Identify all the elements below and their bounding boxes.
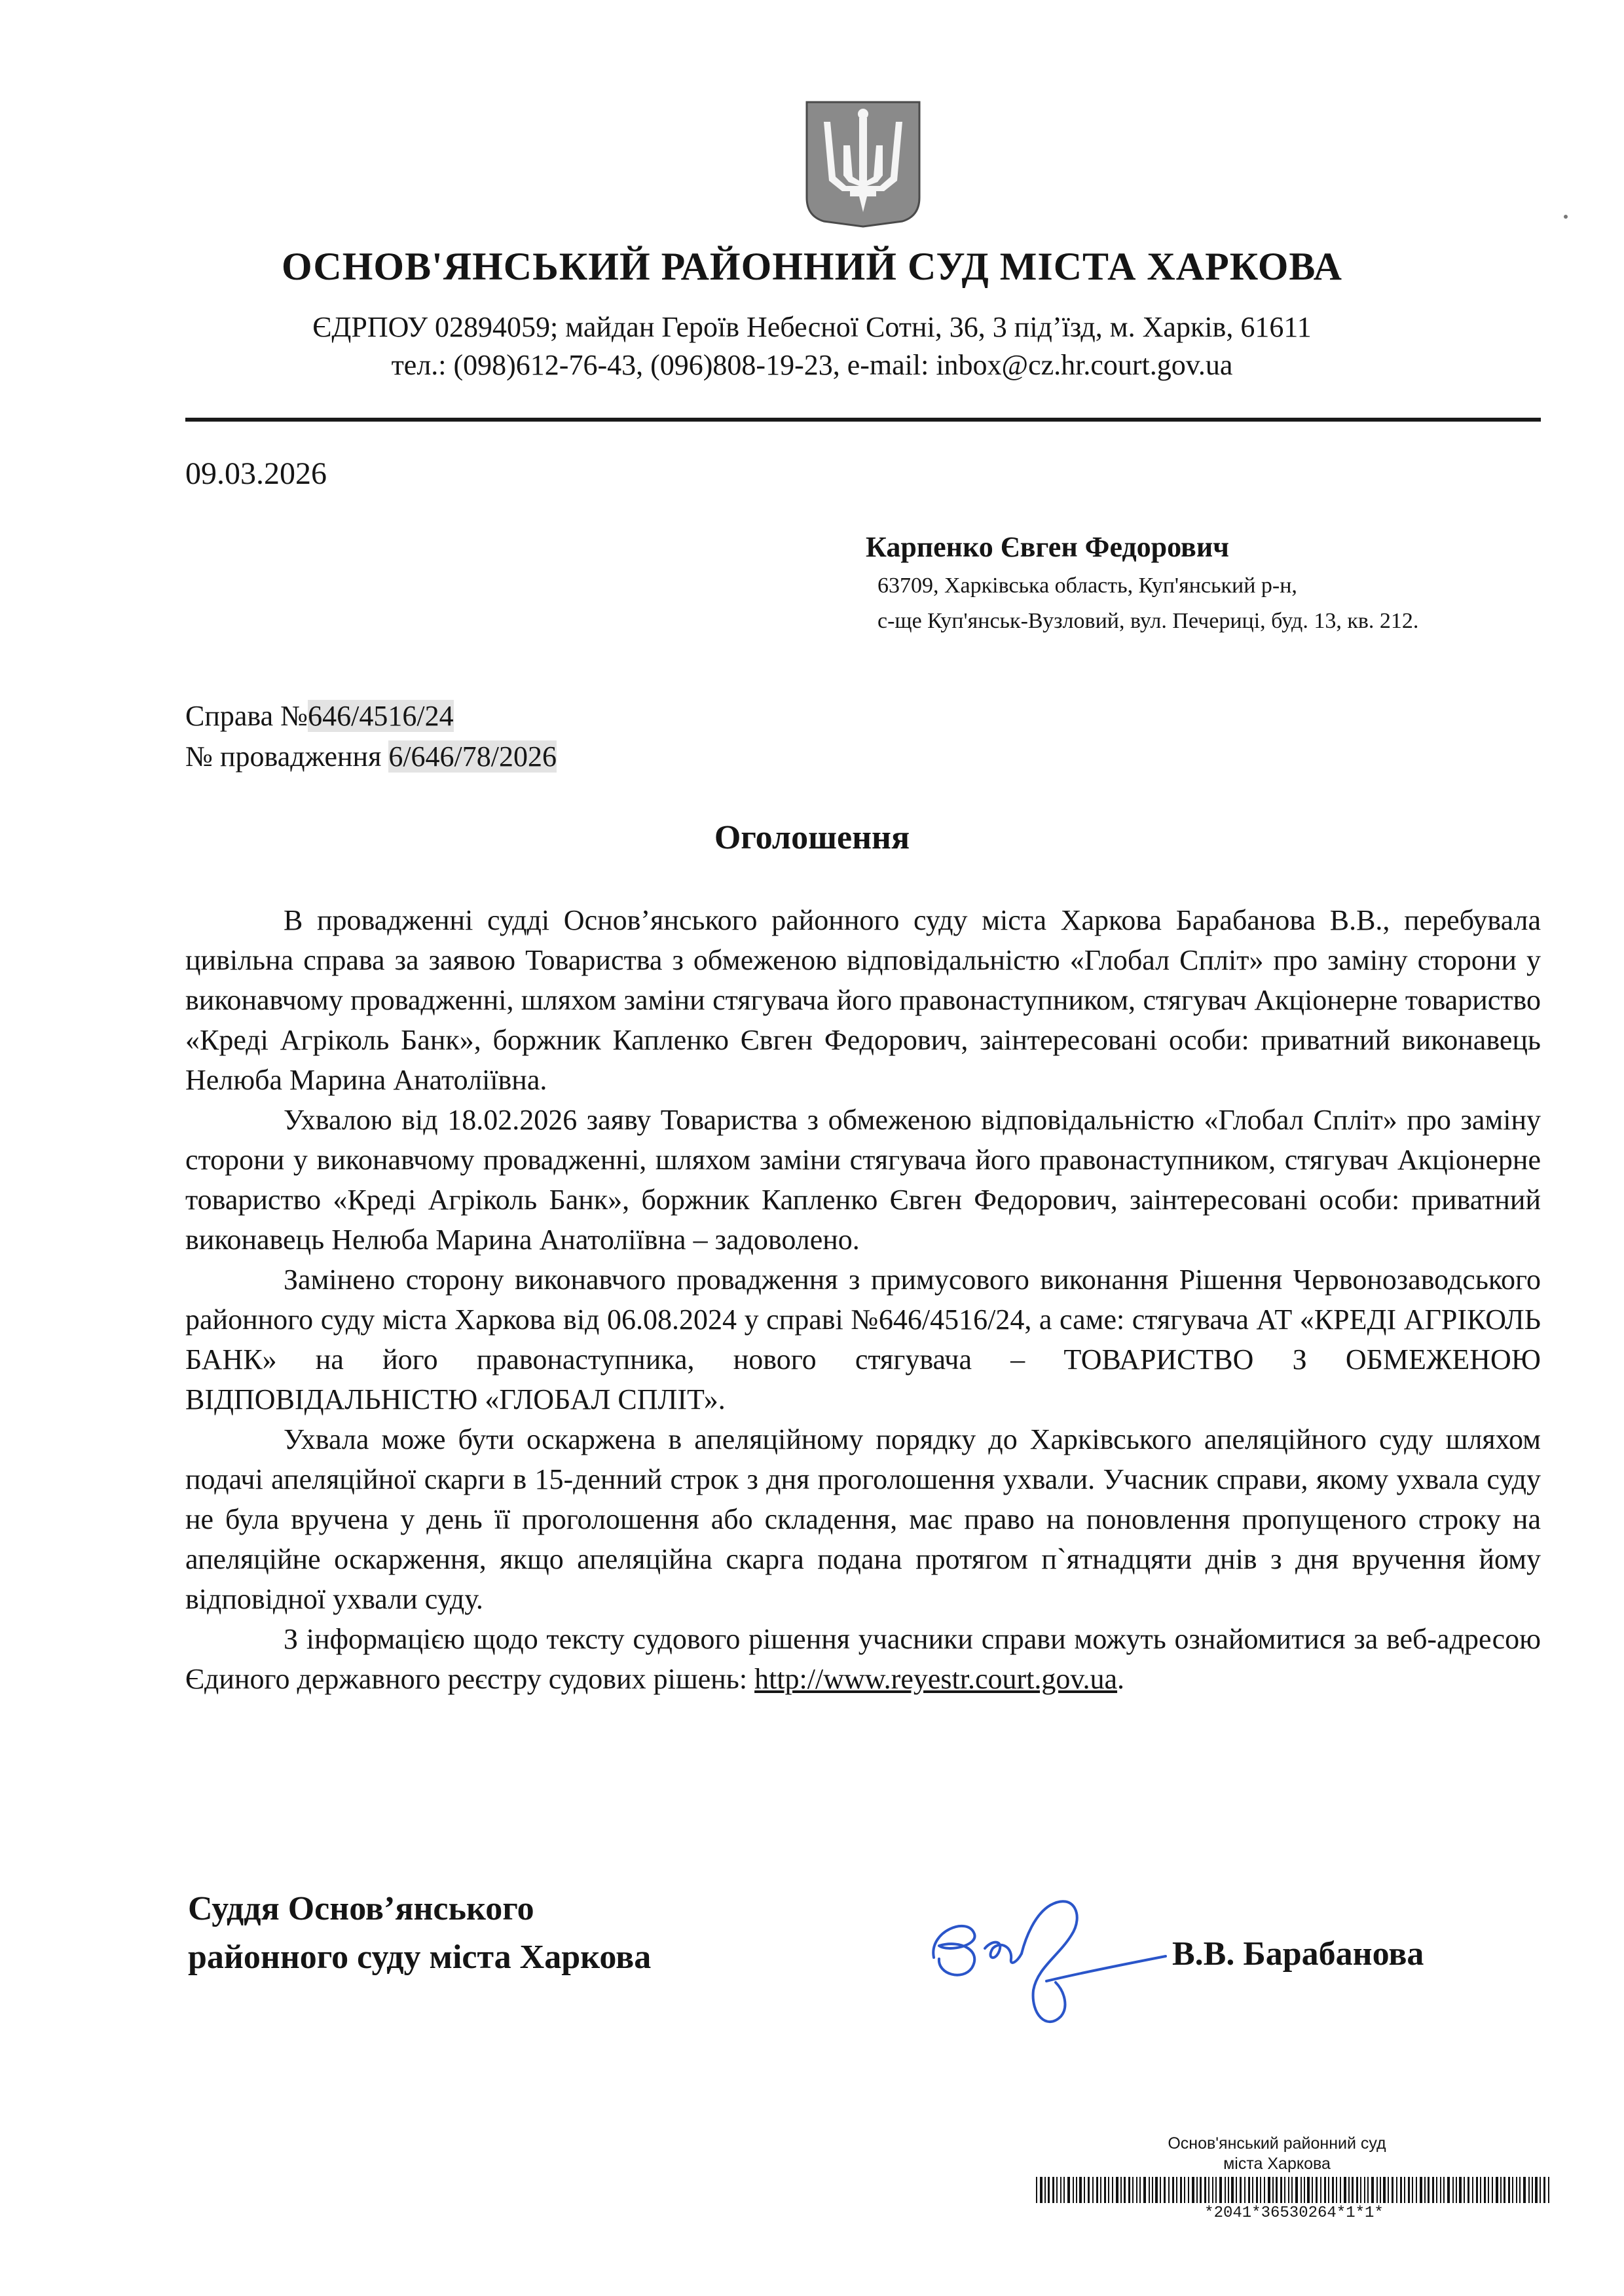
barcode-bar <box>1316 2177 1318 2203</box>
barcode-bar <box>1288 2177 1289 2203</box>
court-contacts: тел.: (098)612-76-43, (096)808-19-23, e-mail: inbox@cz.hr.court.gov.ua <box>391 349 1233 381</box>
barcode-bar <box>1480 2177 1481 2203</box>
barcode-bar <box>1172 2177 1174 2203</box>
barcode-bar <box>1212 2177 1213 2203</box>
barcode-bar <box>1488 2177 1489 2203</box>
barcode-bar <box>1467 2177 1469 2203</box>
judge-title-line-1: Суддя Основ’янського <box>188 1890 534 1927</box>
barcode-bar <box>1128 2177 1130 2203</box>
barcode-bar <box>1504 2177 1505 2203</box>
barcode-bar <box>1332 2177 1334 2203</box>
paragraph-1: В провадженні судді Основ’янського районного суду міста Харкова Барабанова В.В., перебувала цивільна справа за заявою Товариства з обмеженою відповідальністю «Глобал Спліт» про заміну сторони у виконавчому провадженні, шляхом заміни стягувача його правонаступником, стягувач Акціонерне товариство «Креді Агріколь Банк», боржник Капленко Євген Федорович, заінтересовані особи: приватний виконавець Нелюба Марина Анатоліївна. <box>185 904 1541 1096</box>
barcode-bar <box>1092 2177 1094 2203</box>
barcode-bar <box>1124 2177 1126 2203</box>
barcode-bar <box>1301 2177 1302 2203</box>
barcode-bar <box>1284 2177 1285 2203</box>
barcode-bar <box>1360 2177 1361 2203</box>
barcode-bar <box>1084 2177 1085 2203</box>
barcode-bar <box>1139 2177 1141 2203</box>
barcode-bar <box>1112 2177 1113 2203</box>
barcode-bar <box>1440 2177 1441 2203</box>
barcode-bar <box>1404 2177 1405 2203</box>
barcode-bar <box>1295 2177 1298 2203</box>
barcode-bar <box>1528 2177 1530 2203</box>
registry-link[interactable]: http://www.reyestr.court.gov.ua <box>754 1663 1118 1695</box>
barcode-bar <box>1456 2177 1457 2203</box>
paragraph-5 <box>185 1619 1541 1699</box>
barcode-bar <box>1500 2177 1502 2203</box>
barcode-bar <box>1176 2177 1177 2203</box>
barcode-bar <box>1196 2177 1198 2203</box>
barcode-bar <box>1260 2177 1261 2203</box>
barcode-bar <box>1432 2177 1434 2203</box>
barcode-bar <box>1344 2177 1346 2203</box>
header-divider <box>185 418 1541 422</box>
registry-stamp-line-2: міста Харкова <box>1223 2155 1331 2173</box>
court-address: ЄДРПОУ 02894059; майдан Героїв Небесної Сотні, 36, 3 під’їзд, м. Харків, 61611 <box>312 311 1312 343</box>
barcode-bar <box>1328 2177 1329 2203</box>
barcode-bar <box>1408 2177 1410 2203</box>
barcode-bar <box>1352 2177 1354 2203</box>
barcode-bar <box>1240 2177 1242 2203</box>
barcode-bar <box>1063 2177 1065 2203</box>
barcode-bar <box>1088 2177 1090 2203</box>
barcode-bar <box>1108 2177 1109 2203</box>
barcode-bar <box>1364 2177 1365 2203</box>
barcode-bar <box>1519 2177 1521 2203</box>
barcode-bar <box>1388 2177 1389 2203</box>
barcode-bar <box>1304 2177 1305 2203</box>
barcode-bar <box>1276 2177 1278 2203</box>
barcode-bar <box>1492 2177 1493 2203</box>
barcode-number: *2041*36530264*1*1* <box>1204 2204 1384 2222</box>
scan-dot <box>1564 215 1568 219</box>
tryzub-coat-of-arms-icon <box>804 100 922 228</box>
barcode-bar <box>1512 2177 1513 2203</box>
barcode-bar <box>1215 2177 1217 2203</box>
barcode-bar <box>1324 2177 1326 2203</box>
barcode-bar <box>1168 2177 1170 2203</box>
judge-name: В.В. Барабанова <box>1172 1935 1424 1973</box>
barcode-bar <box>1208 2177 1209 2203</box>
barcode-bar <box>1120 2177 1122 2203</box>
barcode-bar <box>1256 2177 1258 2203</box>
barcode-bar <box>1228 2177 1229 2203</box>
barcode-bar <box>1052 2177 1054 2203</box>
barcode-bar <box>1436 2177 1437 2203</box>
barcode-bar <box>1192 2177 1194 2203</box>
barcode-bar <box>1540 2177 1541 2203</box>
barcode-bar <box>1400 2177 1402 2203</box>
case-number-label: Справа № <box>185 700 308 732</box>
proceeding-number: 6/646/78/2026 <box>388 740 557 773</box>
barcode-bar <box>1164 2177 1166 2203</box>
announcement-body <box>185 900 1541 1699</box>
barcode-bar <box>1396 2177 1397 2203</box>
case-number: 646/4516/24 <box>308 700 454 732</box>
barcode-bar <box>1180 2177 1182 2203</box>
barcode-bar <box>1523 2177 1526 2203</box>
barcode-bar <box>1188 2177 1189 2203</box>
barcode-bar <box>1416 2177 1417 2203</box>
proceeding-number-line <box>185 740 557 773</box>
barcode-bar <box>1548 2177 1549 2203</box>
handwritten-signature-icon <box>922 1886 1171 2036</box>
barcode-bar <box>1484 2177 1486 2203</box>
proceeding-number-label: № провадження <box>185 740 389 773</box>
barcode-bar <box>1248 2177 1250 2203</box>
barcode-bar <box>1516 2177 1517 2203</box>
barcode-bar <box>1496 2177 1498 2203</box>
barcode-bar <box>1060 2177 1061 2203</box>
barcode-bar <box>1252 2177 1253 2203</box>
paragraph-3: Замінено сторону виконавчого провадження з примусового виконання Рішення Червонозаводського районного суду міста Харкова від 06.08.2024 у справі №646/4516/24, а саме: стягувача АТ «КРЕДІ АГРІКОЛЬ БАНК» на його правонаступника, нового стягувача – ТОВАРИСТВО З ОБМЕЖЕНОЮ ВІДПОВІДАЛЬНІСТЮ «ГЛОБАЛ СПЛІТ». <box>185 1264 1541 1415</box>
barcode-bar <box>1036 2177 1037 2203</box>
barcode-bar <box>1204 2177 1206 2203</box>
barcode-bar <box>1380 2177 1381 2203</box>
barcode-bar <box>1307 2177 1310 2203</box>
barcode-bar <box>1067 2177 1070 2203</box>
barcode-bar <box>1356 2177 1358 2203</box>
barcode-bar <box>1412 2177 1413 2203</box>
barcode-bar <box>1056 2177 1058 2203</box>
paragraph-4: Ухвала може бути оскаржена в апеляційному порядку до Харківського апеляційного суду шляхом подачі апеляційної скарги в 15-денний строк з дня проголошення ухвали. Учасник справи, якому ухвала суду не була вручена у день її проголошення або складення, має право на поновлення пропущеного строку на апеляційне оскарження, якщо апеляційна скарга подана протягом п`ятнадцяти днів з дня вручення йому відповідної ухвали суду. <box>185 1423 1541 1615</box>
recipient-address-line-2: с-ще Куп'янськ-Вузловий, вул. Печериці, буд. 13, кв. 212. <box>877 609 1419 633</box>
barcode-bar <box>1443 2177 1445 2203</box>
barcode-bar <box>1472 2177 1473 2203</box>
barcode-bar <box>1048 2177 1050 2203</box>
barcode-bar <box>1149 2177 1150 2203</box>
barcode-bar <box>1476 2177 1478 2203</box>
paragraph-5-end: . <box>1117 1663 1125 1695</box>
barcode-bar <box>1116 2177 1118 2203</box>
barcode-bar <box>1272 2177 1274 2203</box>
barcode-bar <box>1420 2177 1422 2203</box>
barcode-bar <box>1452 2177 1454 2203</box>
barcode-bar <box>1155 2177 1158 2203</box>
barcode-bar <box>1160 2177 1161 2203</box>
barcode-bar <box>1152 2177 1153 2203</box>
document-heading: Оголошення <box>714 819 910 856</box>
barcode-bar <box>1320 2177 1321 2203</box>
barcode-bar <box>1340 2177 1341 2203</box>
barcode-bar <box>1428 2177 1430 2203</box>
barcode-bar <box>1508 2177 1510 2203</box>
document-date: 09.03.2026 <box>185 456 327 491</box>
barcode-bar <box>1371 2177 1374 2203</box>
barcode-bar <box>1231 2177 1234 2203</box>
barcode-bar <box>1376 2177 1378 2203</box>
judge-title-line-2: районного суду міста Харкова <box>188 1939 652 1976</box>
barcode-icon <box>1036 2177 1552 2203</box>
barcode-bar <box>1143 2177 1146 2203</box>
barcode-bar <box>1104 2177 1106 2203</box>
registry-stamp-line-1: Основ'янський районний суд <box>1168 2134 1386 2153</box>
barcode-bar <box>1280 2177 1282 2203</box>
barcode-bar <box>1312 2177 1313 2203</box>
barcode-bar <box>1367 2177 1369 2203</box>
paragraph-2: Ухвалою від 18.02.2026 заяву Товариства з обмеженою відповідальністю «Глобал Спліт» про заміну сторони у виконавчому провадженні, шляхом заміни стягувача його правонаступником, стягувач Акціонерне товариство «Креді Агріколь Банк», боржник Капленко Євген Федорович, заінтересовані особи: приватний виконавець Нелюба Марина Анатоліївна – задоволено. <box>185 1104 1541 1256</box>
recipient-name: Карпенко Євген Федорович <box>866 531 1229 563</box>
barcode-bar <box>1291 2177 1293 2203</box>
barcode-bar <box>1348 2177 1350 2203</box>
barcode-bar <box>1100 2177 1101 2203</box>
barcode-bar <box>1543 2177 1545 2203</box>
barcode-bar <box>1424 2177 1426 2203</box>
barcode-bar <box>1532 2177 1533 2203</box>
barcode-bar <box>1447 2177 1450 2203</box>
barcode-bar <box>1200 2177 1202 2203</box>
barcode-bar <box>1264 2177 1265 2203</box>
barcode-bar <box>1184 2177 1185 2203</box>
court-title: ОСНОВ'ЯНСЬКИЙ РАЙОННИЙ СУД МІСТА ХАРКОВА <box>282 245 1342 288</box>
barcode-bar <box>1336 2177 1337 2203</box>
barcode-bar <box>1225 2177 1226 2203</box>
barcode-bar <box>1464 2177 1465 2203</box>
barcode-bar <box>1535 2177 1538 2203</box>
barcode-bar <box>1073 2177 1074 2203</box>
barcode-bar <box>1383 2177 1386 2203</box>
barcode-bar <box>1392 2177 1393 2203</box>
barcode-bar <box>1040 2177 1043 2203</box>
barcode-bar <box>1076 2177 1077 2203</box>
barcode-bar <box>1079 2177 1082 2203</box>
barcode-bar <box>1044 2177 1046 2203</box>
barcode-bar <box>1219 2177 1222 2203</box>
case-number-line <box>185 699 454 733</box>
barcode-bar <box>1136 2177 1137 2203</box>
barcode-bar <box>1268 2177 1270 2203</box>
barcode-bar <box>1236 2177 1237 2203</box>
barcode-bar <box>1244 2177 1246 2203</box>
recipient-address-line-1: 63709, Харківська область, Куп'янський р-н, <box>877 574 1297 598</box>
barcode-bar <box>1096 2177 1098 2203</box>
paragraph-5-text: З інформацією щодо тексту судового рішення учасники справи можуть ознайомитися за веб-адресою Єдиного державного реєстру судових рішень: <box>185 1623 1541 1695</box>
barcode-bar <box>1459 2177 1462 2203</box>
barcode-bar <box>1132 2177 1134 2203</box>
